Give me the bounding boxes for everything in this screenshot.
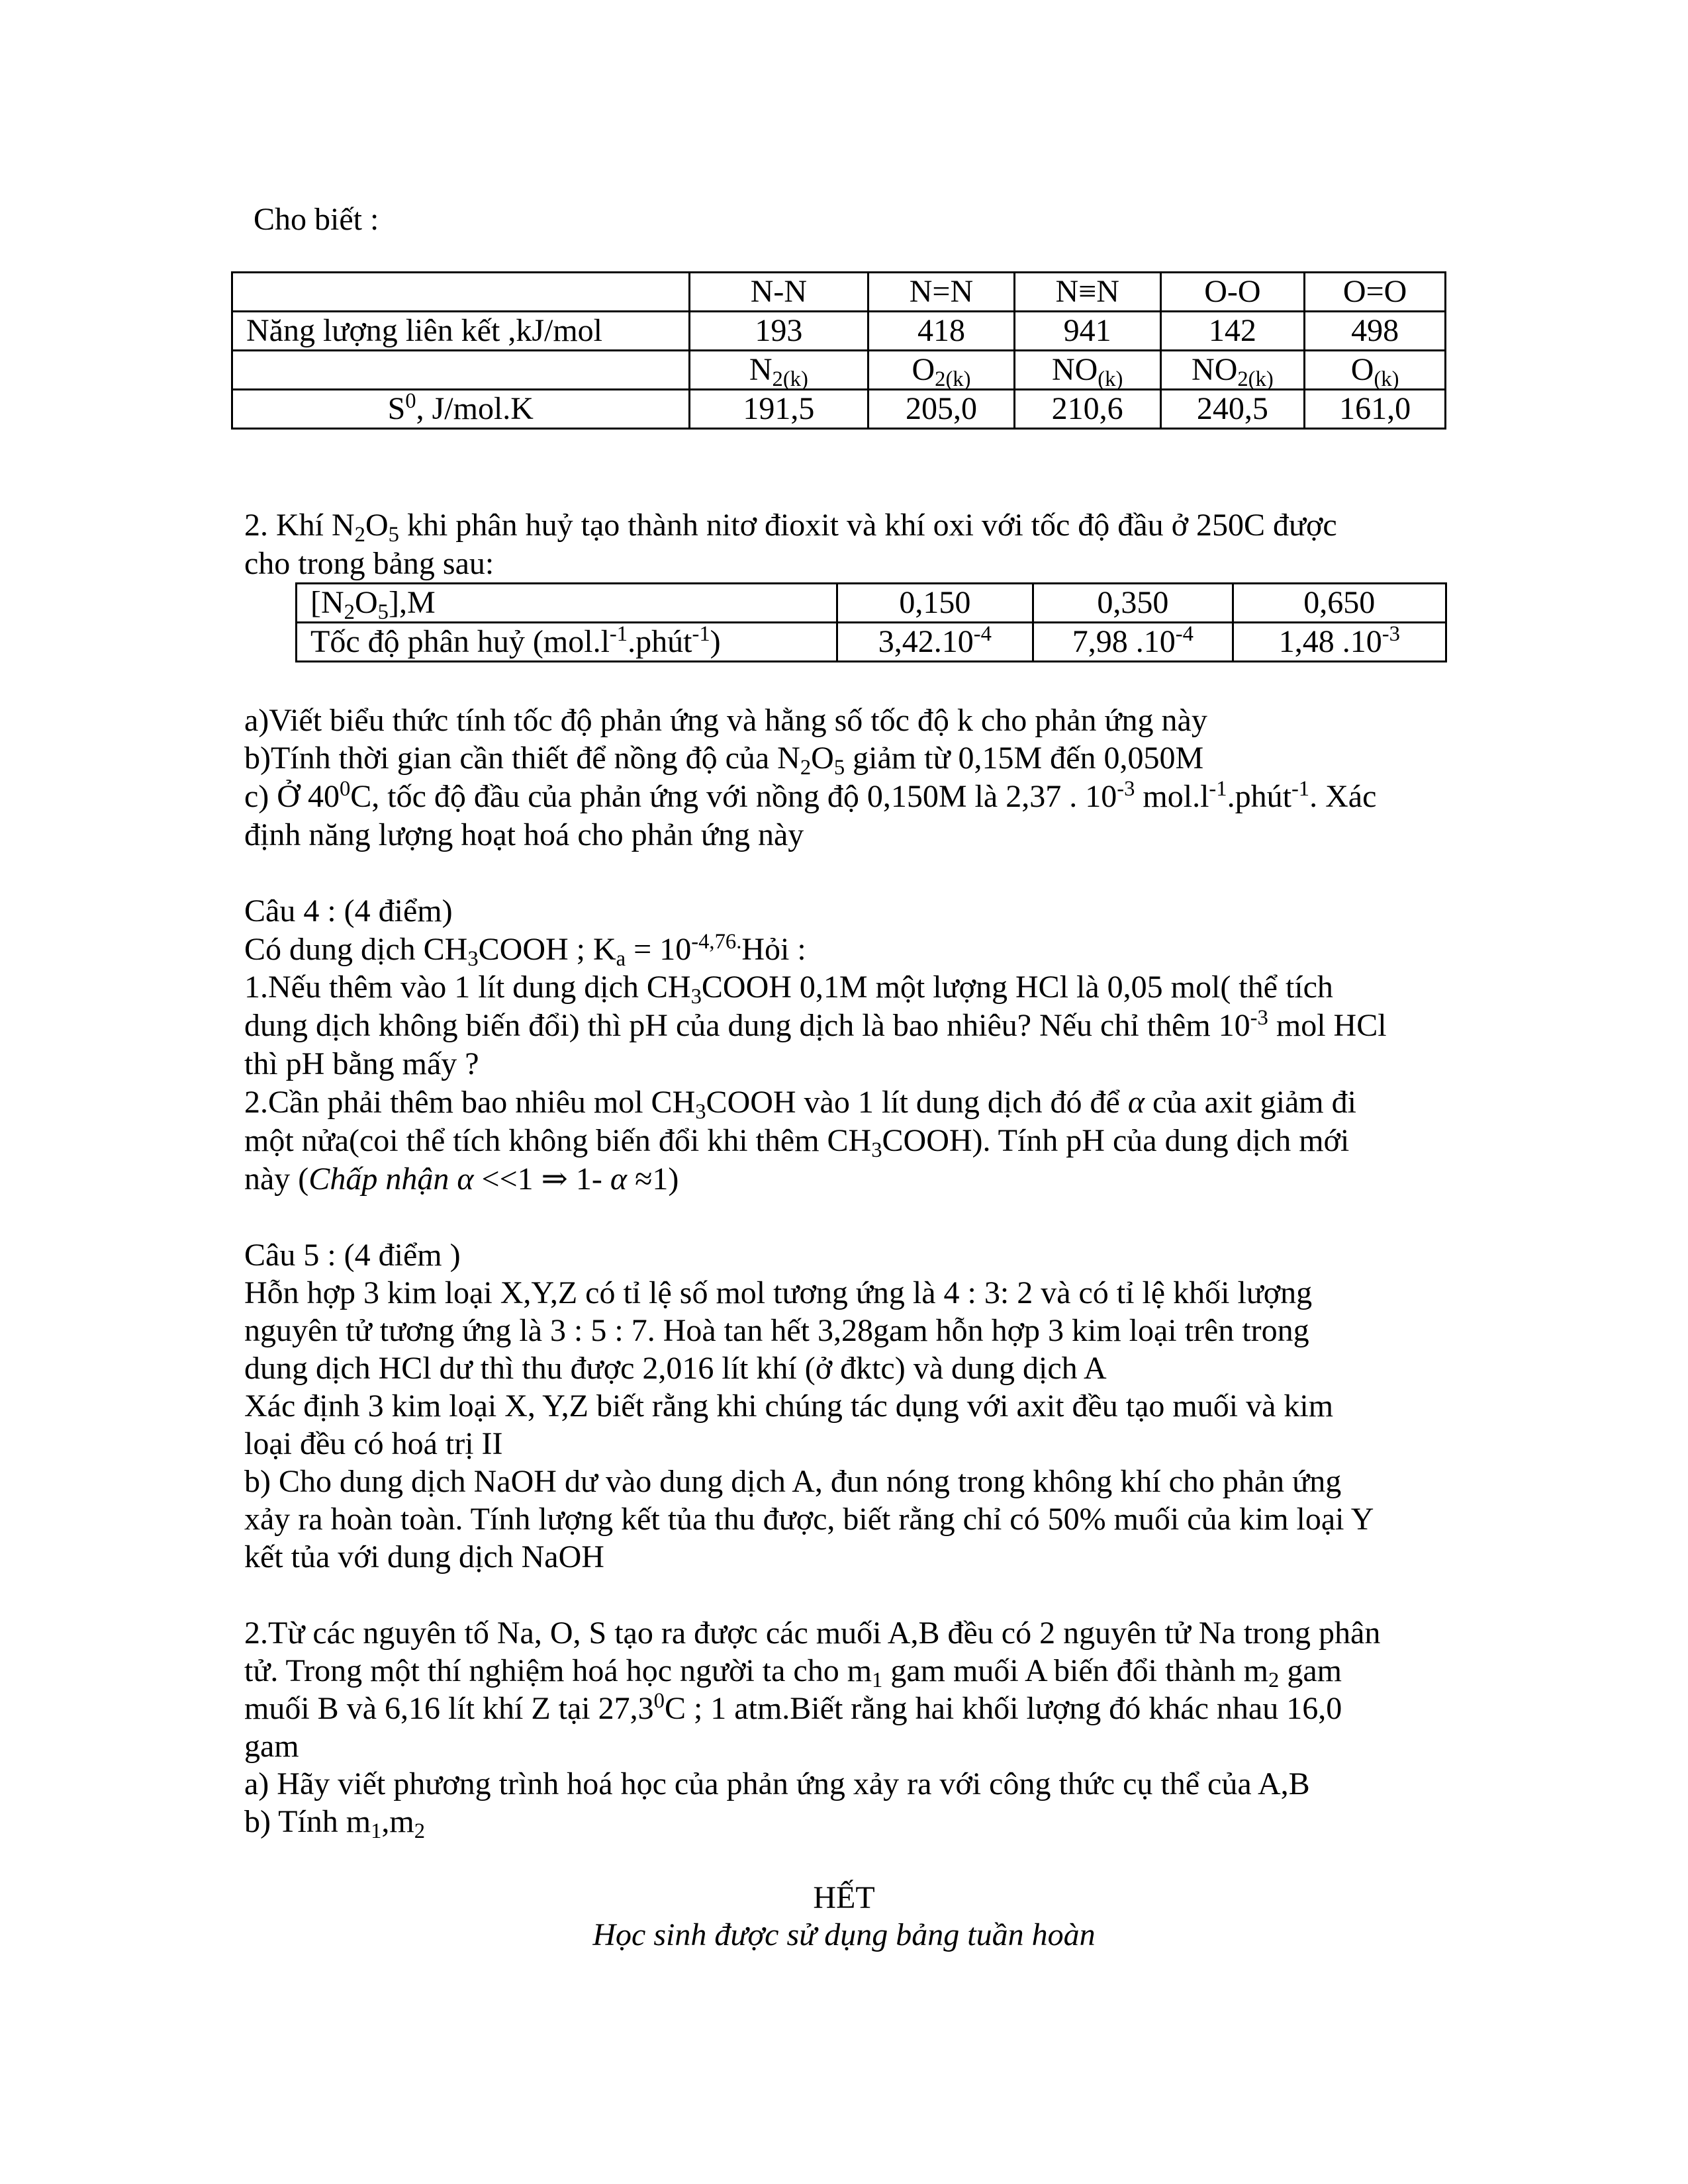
part-c-cont: định năng lượng hoạt hoá cho phản ứng này xyxy=(244,817,804,852)
table-cell: 498 xyxy=(1305,312,1446,351)
table-cell: 193 xyxy=(689,312,868,351)
table-cell: 142 xyxy=(1160,312,1305,351)
table-cell: 191,5 xyxy=(689,390,868,429)
table-cell: Năng lượng liên kết ,kJ/mol xyxy=(232,312,690,351)
q5-line-5: loại đều có hoá trị II xyxy=(244,1426,503,1461)
q5-line-8: kết tủa với dung dịch NaOH xyxy=(244,1539,604,1574)
table-cell: O-O xyxy=(1160,273,1305,312)
q5-title: Câu 5 : (4 điểm ) xyxy=(244,1238,461,1273)
q5-part2-a: a) Hãy viết phương trình hoá học của phản ứng xảy ra với công thức cụ thể của A,B xyxy=(244,1766,1310,1801)
table-cell: 240,5 xyxy=(1160,390,1305,429)
q4-line-6: một nửa(coi thể tích không biến đổi khi thêm $CH_3COOH$). Tính pH của dung dịch mới xyxy=(244,1123,1350,1163)
q4-line-2: 1.Nếu thêm vào 1 lít dung dịch $CH_3COOH$ 0,1M một lượng HCl là 0,05 mol( thể tích xyxy=(244,970,1333,1009)
table-cell: 7,98 $.10^{-4}$ xyxy=(1033,623,1233,662)
table-cell: $S^0$, J/mol.K xyxy=(232,390,690,429)
q5-line-7: xảy ra hoàn toàn. Tính lượng kết tủa thu được, biết rằng chỉ có 50% muối của kim loại Y xyxy=(244,1502,1374,1537)
table-cell: 941 xyxy=(1014,312,1160,351)
q2-line-1: 2. Khí $N_2O_5$ khi phân huỷ tạo thành nitơ đioxit và khí oxi với tốc độ đầu ở 250C được xyxy=(244,508,1337,547)
part-c: c) Ở $40^0C$, tốc độ đầu của phản ứng với nồng độ 0,150M là 2,37 . $10^{-3}$ $mol.l^{-1}.phút^{-1}$. Xác xyxy=(244,777,1377,814)
footer-note: Học sinh được sử dụng bảng tuần hoàn xyxy=(592,1917,1096,1952)
bond-energy-table xyxy=(231,271,1446,430)
q5-line-3: dung dịch HCl dư thì thu được 2,016 lít khí (ở đktc) và dung dịch A xyxy=(244,1351,1107,1386)
q5-line-6: b) Cho dung dịch NaOH dư vào dung dịch A, đun nóng trong không khí cho phản ứng xyxy=(244,1464,1342,1499)
q4-line-5: 2.Cần phải thêm bao nhiêu mol $CH_3COOH$ vào 1 lít dung dịch đó để α của axit giảm đi xyxy=(244,1085,1356,1124)
rate-table xyxy=(295,582,1447,662)
table-cell: $O_{2(k)}$ xyxy=(868,351,1015,390)
q4-line-1: Có dung dịch $CH_3COOH$ ; $K_a$ = $10^{-4,76.}Hỏi$ : xyxy=(244,930,806,972)
q4-line-3: dung dịch không biến đổi) thì pH của dung dịch là bao nhiêu? Nếu chỉ thêm $10^{-3}$ mol HCl xyxy=(244,1006,1387,1043)
part-a: a)Viết biểu thức tính tốc độ phản ứng và hằng số tốc độ k cho phản ứng này xyxy=(244,703,1207,738)
table-cell: $NO_{2(k)}$ xyxy=(1160,351,1305,390)
q5-line-2: nguyên tử tương ứng là 3 : 5 : 7. Hoà tan hết 3,28gam hỗn hợp 3 kim loại trên trong xyxy=(244,1313,1309,1348)
species-row xyxy=(232,351,1446,390)
table-cell: N-N xyxy=(689,273,868,312)
table-cell: $O_{(k)}$ xyxy=(1305,351,1446,390)
table-cell: $NO_{(k)}$ xyxy=(1014,351,1160,390)
q5-part2-line-3: muối B và 6,16 lít khí Z tại 27,3$^0$C ; 1 atm.Biết rằng hai khối lượng đó khác nhau 16,0 xyxy=(244,1689,1342,1726)
end-marker: HẾT xyxy=(813,1880,875,1915)
table-cell: 161,0 xyxy=(1305,390,1446,429)
table-cell: 0,150 xyxy=(837,584,1033,623)
table-cell: O=O xyxy=(1305,273,1446,312)
q5-part2-b: b) Tính $m_1,m_2$ xyxy=(244,1804,426,1844)
alpha-symbol: α xyxy=(457,1161,474,1197)
table-cell: 205,0 xyxy=(868,390,1015,429)
table-cell: 1,48 $.10^{-3}$ xyxy=(1233,623,1446,662)
intro-text: Cho biết : xyxy=(254,202,379,237)
q5-part2-line-1: 2.Từ các nguyên tố Na, O, S tạo ra được các muối A,B đều có 2 nguyên tử Na trong phân xyxy=(244,1615,1381,1651)
q5-part2-line-4: gam xyxy=(244,1729,299,1764)
table-cell: N=N xyxy=(868,273,1015,312)
alpha-symbol: α xyxy=(610,1161,628,1197)
table-cell: 210,6 xyxy=(1014,390,1160,429)
table-cell: Tốc độ phân huỷ $(mol.l^{-1}.phút^{-1})$ xyxy=(297,623,837,662)
table-cell: 418 xyxy=(868,312,1015,351)
bond-header-row xyxy=(232,273,1446,312)
table-cell: $3,42.10^{-4}$ xyxy=(837,623,1033,662)
q4-title: Câu 4 : (4 điểm) xyxy=(244,893,453,929)
q5-line-1: Hỗn hợp 3 kim loại X,Y,Z có tỉ lệ số mol tương ứng là 4 : 3: 2 và có tỉ lệ khối lượng xyxy=(244,1275,1313,1310)
q5-line-4: Xác định 3 kim loại X, Y,Z biết rằng khi chúng tác dụng với axit đều tạo muối và kim xyxy=(244,1388,1334,1424)
approx-symbol: ≈ xyxy=(627,1161,653,1197)
q4-line-4: thì pH bằng mấy ? xyxy=(244,1046,479,1081)
table-cell: $N_{2(k)}$ xyxy=(689,351,868,390)
table-cell: $[N_2O_5],M$ xyxy=(297,584,837,623)
implies-symbol: ⇒ xyxy=(541,1161,568,1197)
concentration-row xyxy=(297,584,1446,623)
q5-part2-line-2: tử. Trong một thí nghiệm hoá học người ta cho $m_1$ gam muối A biến đổi thành $m_2$ gam xyxy=(244,1653,1342,1693)
table-cell xyxy=(232,273,690,312)
table-cell xyxy=(232,351,690,390)
entropy-row xyxy=(232,390,1446,429)
rate-row xyxy=(297,623,1446,662)
table-cell: 0,650 xyxy=(1233,584,1446,623)
alpha-symbol: α xyxy=(1127,1085,1145,1120)
table-cell: N≡N xyxy=(1014,273,1160,312)
q2-line-2: cho trong bảng sau: xyxy=(244,546,494,581)
q4-line-7: này (Chấp nhận α <<1 ⇒ 1- α ≈1) xyxy=(244,1161,679,1197)
part-b: b)Tính thời gian cần thiết để nồng độ của $N_2O_5$ giảm từ 0,15M đến 0,050M xyxy=(244,741,1204,780)
table-cell: 0,350 xyxy=(1033,584,1233,623)
bond-energy-row xyxy=(232,312,1446,351)
